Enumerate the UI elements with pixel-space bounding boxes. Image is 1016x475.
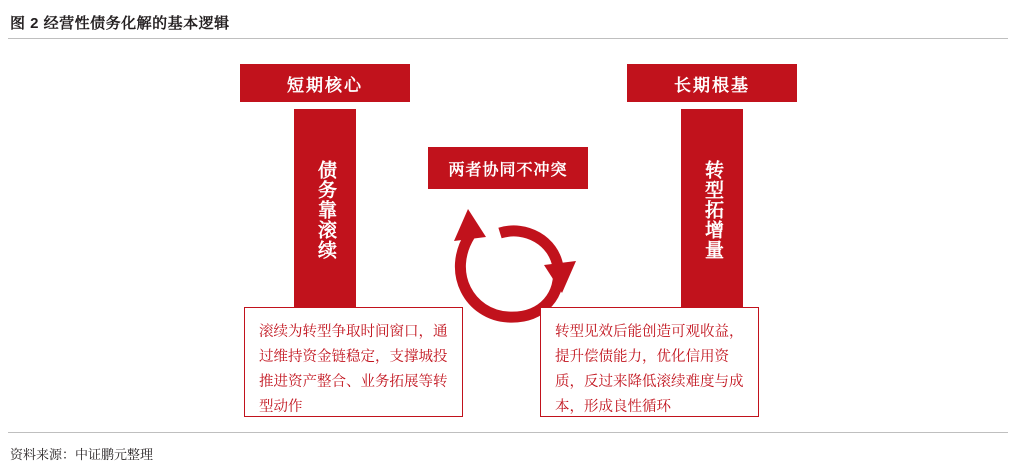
left-branch-vertical-label: 债务靠滚续: [294, 109, 356, 307]
left-branch-note: [244, 307, 463, 417]
source-note: 资料来源：中证鹏元整理: [10, 447, 154, 462]
right-branch-cap: 长期根基: [627, 64, 797, 102]
right-branch-note: [540, 307, 759, 417]
left-branch-note-text: 滚续为转型争取时间窗口，通过维持资金链稳定，支撑城投推进资产整合、业务拓展等转型动作: [259, 324, 448, 415]
right-branch-vertical-label: 转型拓增量: [681, 109, 743, 307]
right-branch-note-text: 转型见效后能创造可观收益，提升偿债能力，优化信用资质，反过来降低滚续难度与成本，形成良性循环: [555, 324, 744, 415]
diagram-canvas: [0, 39, 1016, 432]
figure-title-row: [0, 6, 1016, 38]
page-title: 图 2 经营性债务化解的基本逻辑: [10, 14, 230, 32]
left-branch-cap: 短期核心: [240, 64, 410, 102]
divider-bottom: [8, 432, 1008, 433]
center-label: 两者协同不冲突: [428, 147, 588, 189]
